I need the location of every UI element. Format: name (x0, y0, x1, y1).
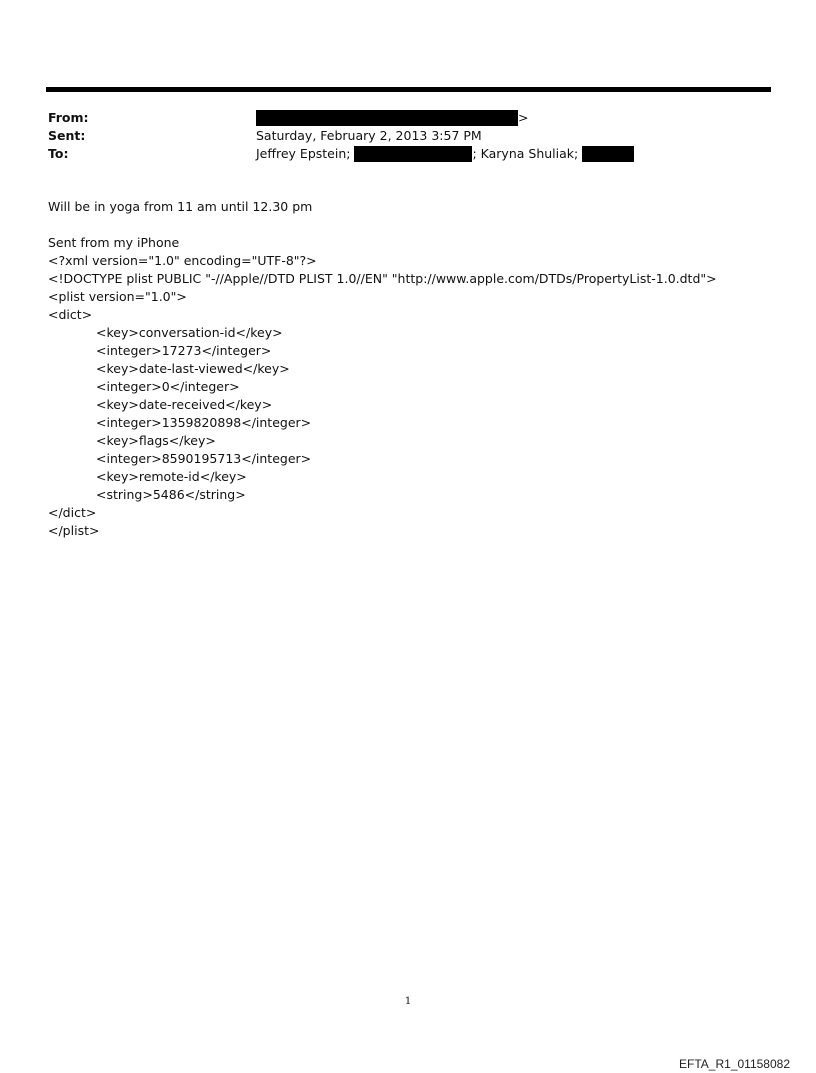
document-id: EFTA_R1_01158082 (679, 1057, 790, 1071)
sent-label: Sent: (48, 128, 86, 143)
xml-line: </dict> (48, 505, 97, 520)
from-row (48, 109, 768, 127)
xml-line: <key>remote-id</key> (96, 469, 247, 484)
sent-value: Saturday, February 2, 2013 3:57 PM (256, 128, 482, 143)
xml-line: <key>flags</key> (96, 433, 216, 448)
xml-line: <key>date-last-viewed</key> (96, 361, 290, 376)
xml-line: <integer>8590195713</integer> (96, 451, 312, 466)
xml-line: <string>5486</string> (96, 487, 246, 502)
xml-line: <?xml version="1.0" encoding="UTF-8"?> (48, 253, 317, 268)
sent-row (48, 127, 768, 145)
to-recipient-3: ; Karyna Shuliak; (472, 146, 579, 161)
xml-line: <key>date-received</key> (96, 397, 273, 412)
to-value (256, 145, 634, 163)
xml-line: <integer>1359820898</integer> (96, 415, 312, 430)
xml-line: <key>conversation-id</key> (96, 325, 283, 340)
xml-line: <integer>0</integer> (96, 379, 240, 394)
from-label: From: (48, 110, 89, 125)
to-label: To: (48, 146, 69, 161)
xml-line: </plist> (48, 523, 100, 538)
to-recipient-1: Jeffrey Epstein; (256, 146, 351, 161)
xml-line: <integer>17273</integer> (96, 343, 272, 358)
xml-line: <dict> (48, 307, 93, 322)
from-suffix: > (518, 110, 529, 125)
redaction-box (256, 110, 518, 126)
redaction-box (582, 146, 634, 162)
email-header (48, 109, 768, 163)
xml-line: <plist version="1.0"> (48, 289, 187, 304)
from-value (256, 109, 528, 127)
top-rule (46, 87, 771, 92)
message-text: Will be in yoga from 11 am until 12.30 pm (48, 199, 313, 214)
email-body (48, 198, 768, 540)
redaction-box (354, 146, 472, 162)
signature-text: Sent from my iPhone (48, 235, 180, 250)
xml-line: <!DOCTYPE plist PUBLIC "-//Apple//DTD PLIST 1.0//EN" "http://www.apple.com/DTDs/PropertyList-1.0.dtd"> (48, 271, 717, 286)
page-number: 1 (404, 996, 412, 1007)
to-row (48, 145, 768, 163)
